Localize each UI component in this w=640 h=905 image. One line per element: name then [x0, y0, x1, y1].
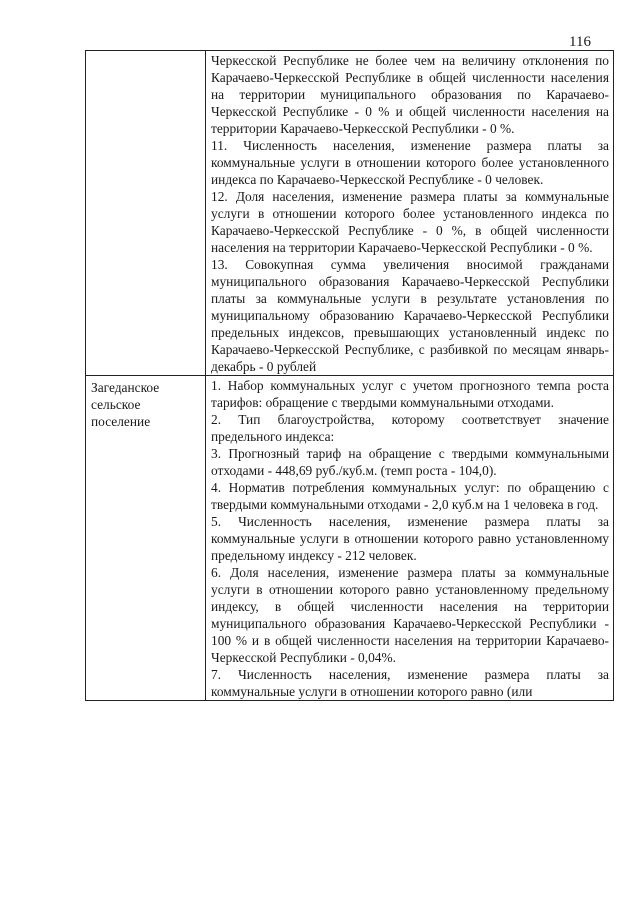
indicators-table — [85, 50, 614, 701]
district-cell — [86, 376, 206, 701]
indicator-paragraph: 7. Численность населения, изменение размера платы за коммунальные услуги в отношении которого равно (или — [211, 667, 609, 699]
district-cell — [86, 51, 206, 376]
page-number: 116 — [569, 34, 591, 50]
district-name: Загеданское сельское поселение — [91, 380, 160, 429]
table-row — [86, 51, 614, 376]
district-name — [91, 52, 201, 54]
indicator-paragraph: 5. Численность населения, изменение размера платы за коммунальные услуги в отношении которого равно установленному предельному индексу - 212 человек. — [211, 514, 609, 563]
indicator-paragraph: 6. Доля населения, изменение размера платы за коммунальные услуги в отношении которого равно установленному предельному индексу, в общей численности населения на территории муниципального образования Карачаево-Черкесской Республики - 100 % и в общей численности населения на территории Карачаево-Черкесской Республики - 0,04%. — [211, 565, 609, 665]
table-row — [86, 376, 614, 701]
indicator-paragraph: Черкесской Республике не более чем на величину отклонения по Карачаево-Черкесской Республике в общей численности населения на территории муниципального образования по Карачаево-Черкесской Республике - 0 % и общей численности населения на территории Карачаево-Черкесской Республики - 0 %. — [211, 53, 609, 136]
indicators-cell — [206, 51, 614, 376]
indicator-paragraph: 4. Норматив потребления коммунальных услуг: по обращению с твердыми коммунальными отходами - 2,0 куб.м на 1 человека в год. — [211, 480, 609, 512]
indicators-cell — [206, 376, 614, 701]
indicator-paragraph: 13. Совокупная сумма увеличения вносимой гражданами муниципального образования Карачаево-Черкесской Республики платы за коммунальные услуги в результате установления по муниципальному образованию Карачаево-Черкесской Республики предельных индексов, превышающих установленный индекс по Карачаево-Черкесской Республике, с разбивкой по месяцам январь-декабрь - 0 рублей — [211, 257, 609, 374]
indicator-paragraph: 12. Доля населения, изменение размера платы за коммунальные услуги в отношении которого более установленного индекса по Карачаево-Черкесской Республике - 0 %, в общей численности населения на территории Карачаево-Черкесской Республики - 0 %. — [211, 189, 609, 255]
indicator-paragraph: 11. Численность населения, изменение размера платы за коммунальные услуги в отношении которого более установленного индекса по Карачаево-Черкесской Республике - 0 человек. — [211, 138, 609, 187]
indicator-paragraph: 1. Набор коммунальных услуг с учетом прогнозного темпа роста тарифов: обращение с твердыми коммунальными отходами. — [211, 378, 609, 410]
indicator-paragraph: 2. Тип благоустройства, которому соответствует значение предельного индекса: — [211, 412, 609, 444]
indicator-paragraph: 3. Прогнозный тариф на обращение с твердыми коммунальными отходами - 448,69 руб./куб.м. (темп роста - 104,0). — [211, 446, 609, 478]
